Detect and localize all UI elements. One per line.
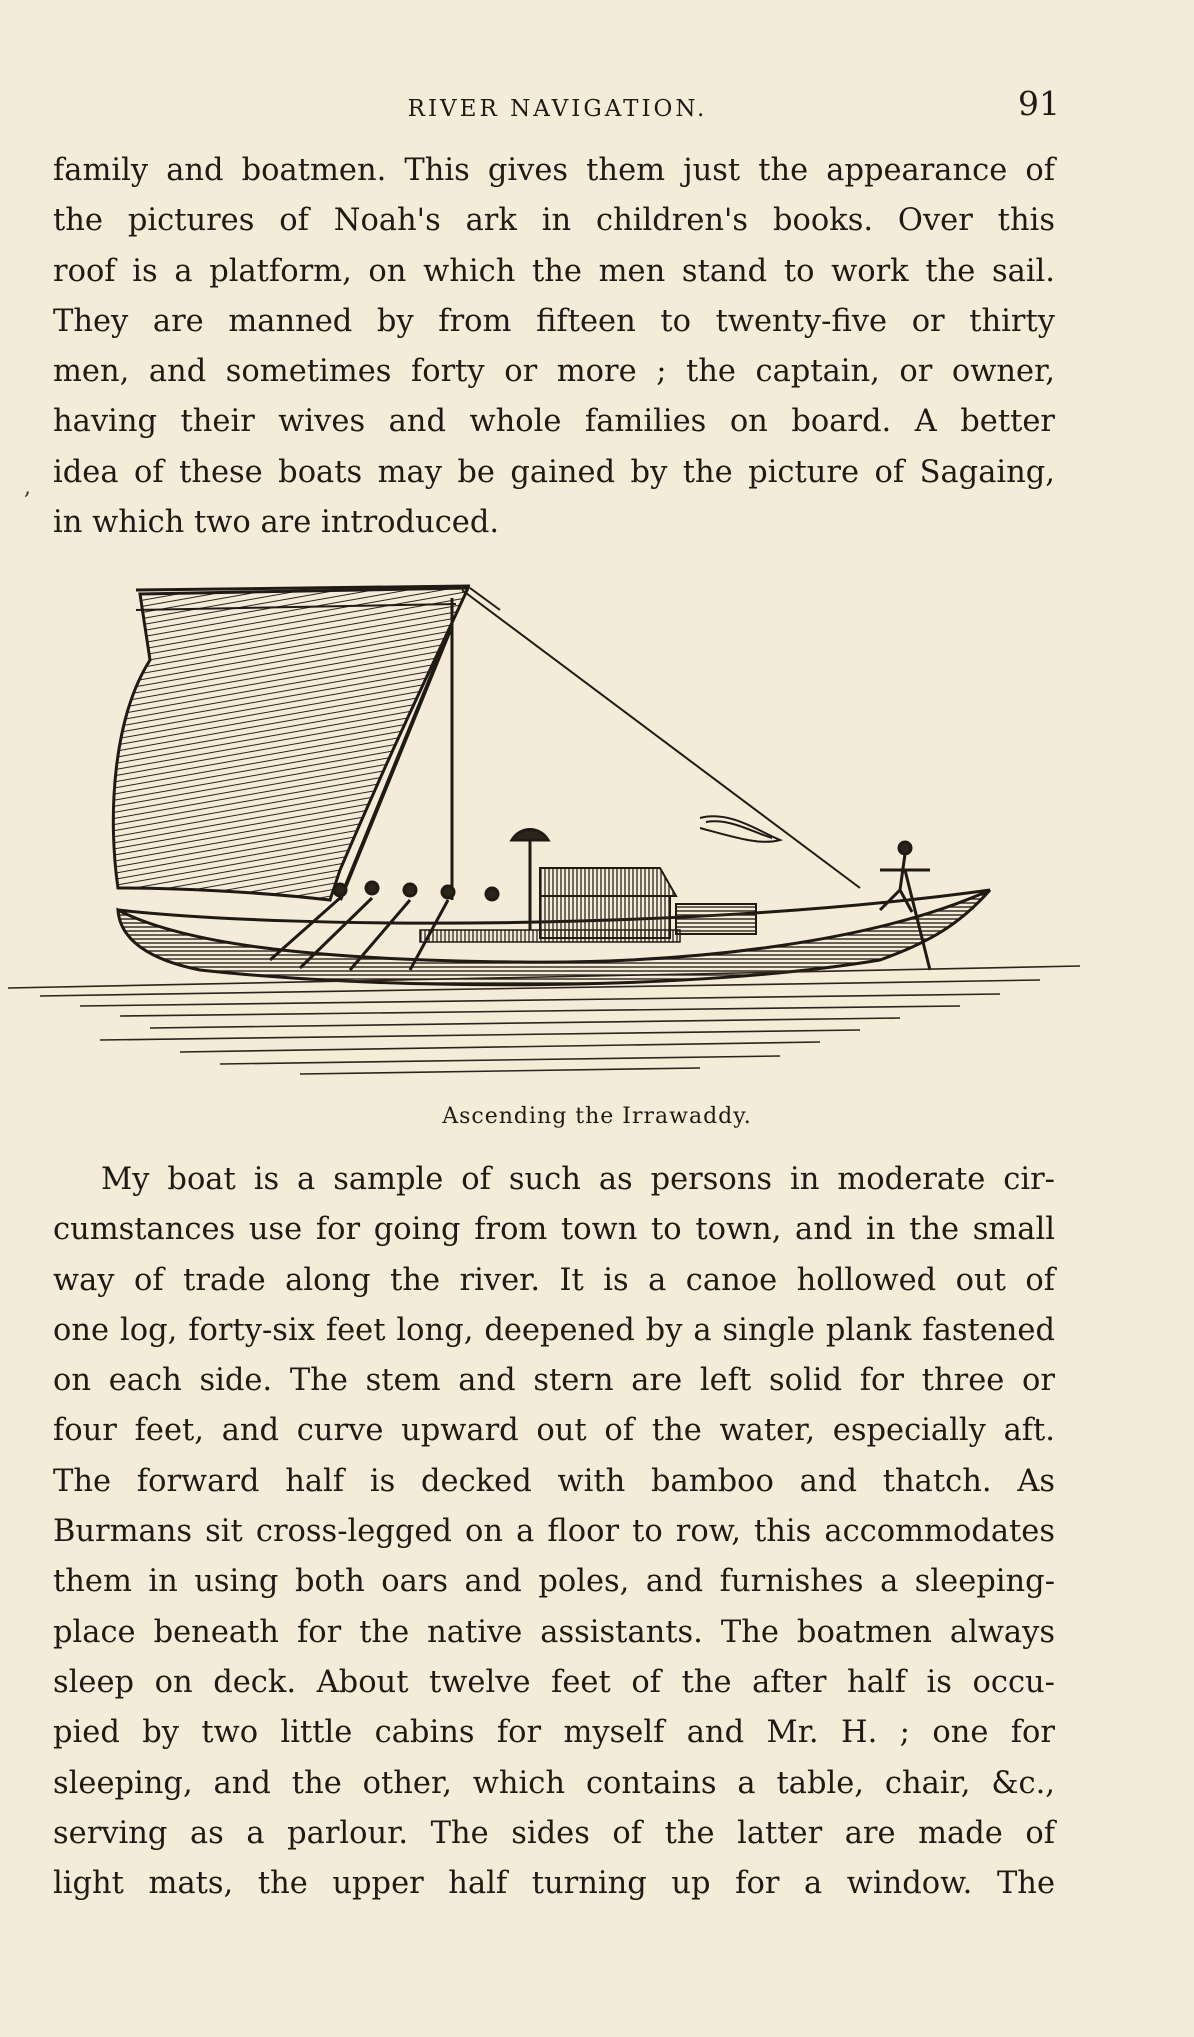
text-line: in which two are introduced. (53, 505, 500, 541)
text-line: having their wives and whole families on board. A better (53, 404, 1055, 440)
text-line: They are manned by from fifteen to twenty-five or thirty (53, 303, 1055, 339)
margin-mark: , (24, 475, 31, 500)
page-number: 91 (1018, 84, 1060, 123)
text-line: four feet, and curve upward out of the water, especially aft. (53, 1413, 1055, 1449)
text-line: one log, forty-six feet long, deepened by a single plank fastened (53, 1312, 1055, 1348)
text-line: them in using both oars and poles, and furnishes a sleeping- (53, 1564, 1055, 1600)
text-line: serving as a parlour. The sides of the latter are made of (53, 1815, 1055, 1851)
boat-illustration (0, 570, 1194, 1080)
text-line: sleeping, and the other, which contains a table, chair, &c., (53, 1765, 1055, 1801)
text-line: family and boatmen. This gives them just the appearance of (53, 153, 1055, 188)
text-line: cumstances use for going from town to town, and in the small (53, 1212, 1055, 1248)
text-line: sleep on deck. About twelve feet of the after half is occu- (53, 1664, 1055, 1700)
running-title: RIVER NAVIGATION. (407, 96, 708, 122)
text-line: roof is a platform, on which the men stand to work the sail. (53, 253, 1055, 289)
text-line: My boat is a sample of such as persons in moderate cir- (101, 1162, 1055, 1197)
page-header (55, 84, 1060, 124)
text-line: on each side. The stem and stern are left solid for three or (53, 1363, 1055, 1399)
text-line: place beneath for the native assistants. The boatmen always (53, 1614, 1055, 1650)
illustration-caption: Ascending the Irrawaddy. (442, 1104, 752, 1129)
paragraph-1 (53, 146, 1055, 548)
text-line: idea of these boats may be gained by the picture of Sagaing, (53, 454, 1055, 490)
paragraph-2 (53, 1155, 1055, 1909)
text-line: pied by two little cabins for myself and Mr. H. ; one for (53, 1715, 1055, 1751)
text-line: men, and sometimes forty or more ; the captain, or owner, (53, 354, 1055, 390)
text-line: Burmans sit cross-legged on a floor to row, this accommodates (53, 1514, 1055, 1550)
text-line: the pictures of Noah's ark in children's books. Over this (53, 203, 1055, 239)
sail (113, 586, 470, 900)
cabin (540, 868, 756, 938)
text-line: The forward half is decked with bamboo and thatch. As (53, 1463, 1055, 1499)
text-line: way of trade along the river. It is a canoe hollowed out of (53, 1262, 1055, 1298)
text-line: light mats, the upper half turning up for a window. The (53, 1866, 1055, 1902)
